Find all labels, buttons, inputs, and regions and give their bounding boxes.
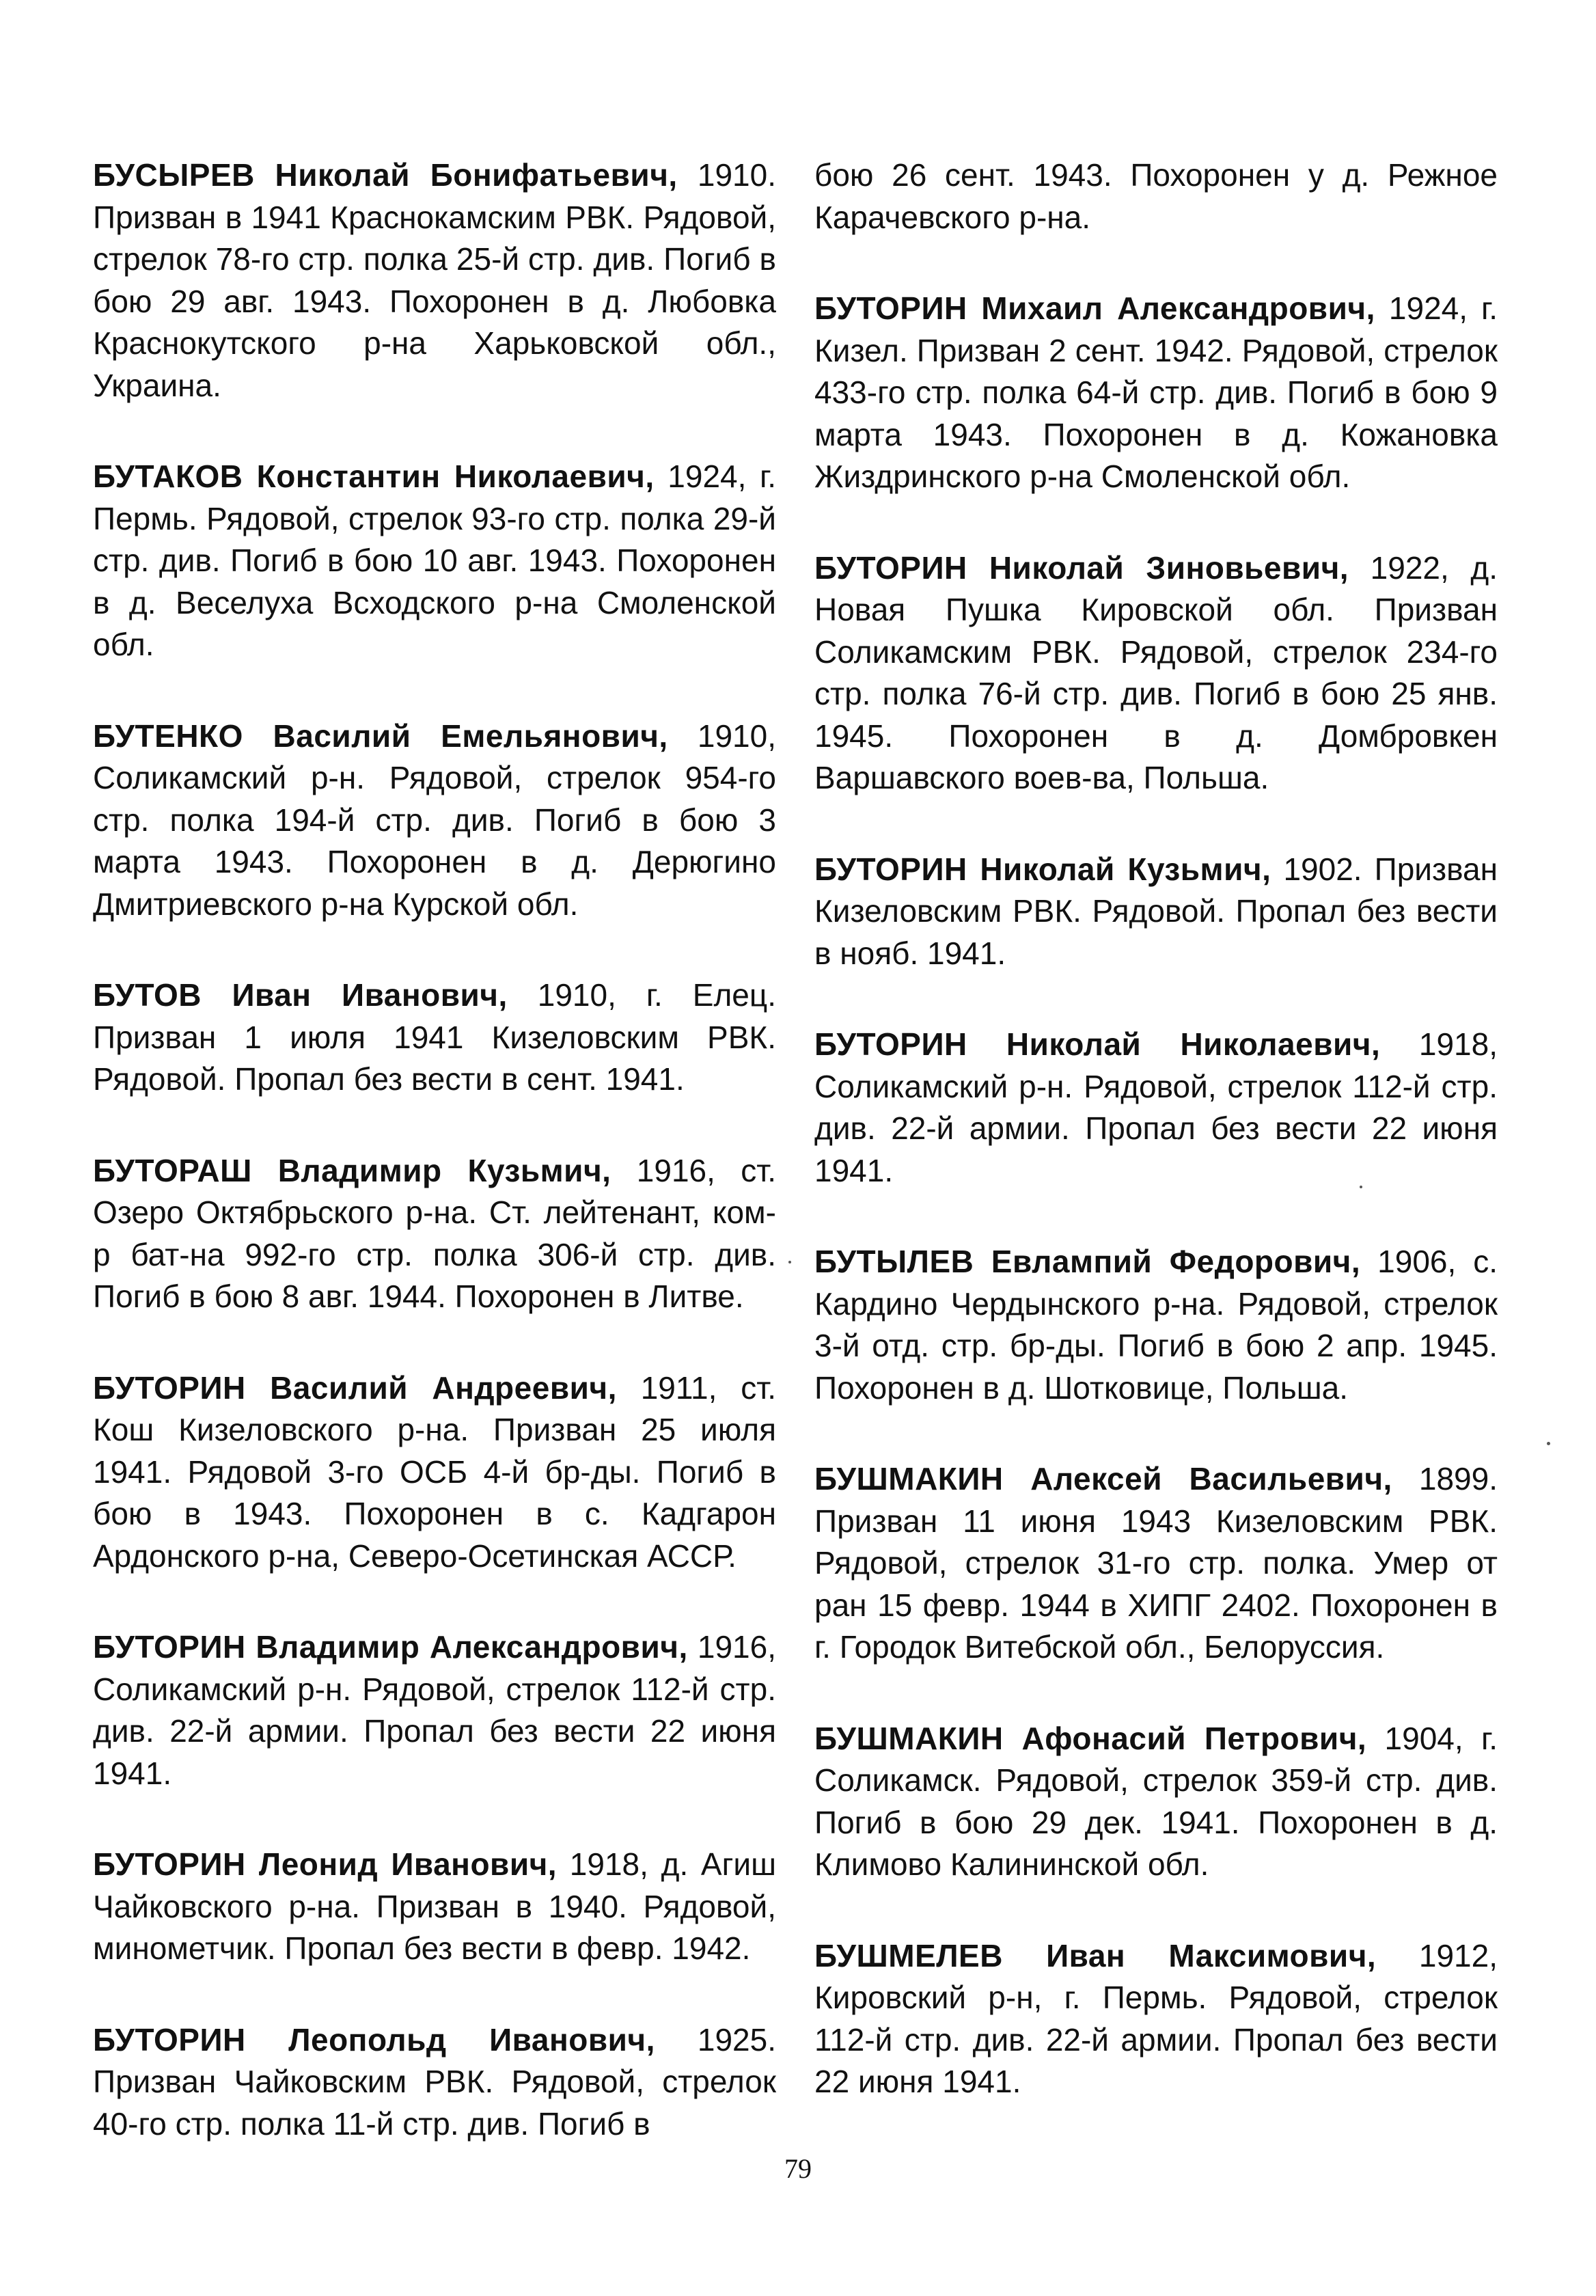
right-column-entry bbox=[814, 1718, 1498, 1886]
entry-text: 1910, г. Елец. Призван 1 июля 1941 Кизеловским РВК. Рядовой. Пропал без вести в сент. 1941. bbox=[93, 977, 776, 1097]
entry-text: 1924, г. Кизел. Призван 2 сент. 1942. Рядовой, стрелок 433-го стр. полка 64-й стр. див. Погиб в бою 9 марта 1943. Похоронен в д. Кожановка Жиздринского р-на Смоленской обл. bbox=[814, 290, 1498, 494]
left-column-entry bbox=[93, 1626, 776, 1794]
entry-name: БУТОРИН Леонид Иванович, bbox=[93, 1846, 558, 1882]
entry-name: БУШМАКИН Алексей Васильевич, bbox=[814, 1461, 1392, 1496]
left-column-entry bbox=[93, 1367, 776, 1578]
entry-text: 1925. Призван Чайковским РВК. Рядовой, стрелок 40-го стр. полка 11-й стр. див. Погиб в bbox=[93, 2021, 776, 2142]
right-column-entry bbox=[814, 849, 1498, 975]
right-column-entry bbox=[814, 1458, 1498, 1669]
entry-name: БУТОРИН Николай Кузьмич, bbox=[814, 851, 1271, 887]
entry-name: БУШМЕЛЕВ Иван Максимович, bbox=[814, 1937, 1377, 1973]
page-number: 79 bbox=[784, 2153, 812, 2184]
entry-text: 1922, д. Новая Пушка Кировской обл. Призван Соликамским РВК. Рядовой, стрелок 234-го стр. полка 76-й стр. див. Погиб в бою 25 янв. 1945. Похоронен в д. Домбровкен Варшавского воев-ва, Польша. bbox=[814, 549, 1498, 795]
entry-text: 1906, с. Кардино Чердынского р-на. Рядовой, стрелок 3-й отд. стр. бр-ды. Погиб в бою 2 апр. 1945. Похоронен в д. Шотковице, Польша. bbox=[814, 1244, 1498, 1406]
scan-speck bbox=[1547, 1442, 1550, 1445]
right-column-entry bbox=[814, 154, 1498, 238]
entry-text: 1912, Кировский р-н, г. Пермь. Рядовой, стрелок 112-й стр. див. 22-й армии. Пропал без вести 22 июня 1941. bbox=[814, 1937, 1498, 2099]
scan-speck bbox=[788, 1261, 791, 1263]
left-column-entry bbox=[93, 715, 776, 926]
entry-text: 1924, г. Пермь. Рядовой, стрелок 93-го стр. полка 29-й стр. див. Погиб в бою 10 авг. 1943. Похоронен в д. Веселуха Всходского р-на Смоленской обл. bbox=[93, 459, 776, 662]
entry-name: БУТАКОВ Константин Николаевич, bbox=[93, 459, 655, 494]
left-column-entry bbox=[93, 154, 776, 407]
entry-text: 1910. Призван в 1941 Краснокамским РВК. Рядовой, стрелок 78-го стр. полка 25-й стр. див. Погиб в бою 29 авг. 1943. Похоронен в д. Любовка Краснокутского р-на Харьковской обл., Украина. bbox=[93, 157, 776, 403]
right-column-entry bbox=[814, 1935, 1498, 2103]
right-column-entry bbox=[814, 1024, 1498, 1192]
entry-name: БУТОРИН Михаил Александрович, bbox=[814, 290, 1375, 326]
left-column-entry bbox=[93, 1844, 776, 1970]
entry-text: 1899. Призван 11 июня 1943 Кизеловским РВК. Рядовой, стрелок 31-го стр. полка. Умер от ран 15 февр. 1944 в ХИПГ 2402. Похоронен в г. Городок Витебской обл., Белоруссия. bbox=[814, 1461, 1498, 1665]
scan-speck bbox=[1360, 1186, 1362, 1188]
entry-text: бою 26 сент. 1943. Похоронен у д. Режное Карачевского р-на. bbox=[814, 157, 1498, 235]
entry-name: БУТОРИН Василий Андреевич, bbox=[93, 1369, 617, 1406]
right-column bbox=[814, 154, 1498, 2152]
entry-name: БУТЕНКО Василий Емельянович, bbox=[93, 718, 668, 754]
entry-text: 1918, Соликамский р-н. Рядовой, стрелок 112-й стр. див. 22-й армии. Пропал без вести 22 июня 1941. bbox=[814, 1026, 1498, 1188]
left-column-entry bbox=[93, 2019, 776, 2146]
entry-text: 1918, д. Агиш Чайковского р-на. Призван в 1940. Рядовой, минометчик. Пропал без вести в февр. 1942. bbox=[93, 1846, 776, 1966]
entry-name: БУТОРАШ Владимир Кузьмич, bbox=[93, 1152, 611, 1188]
entry-text: 1904, г. Соликамск. Рядовой, стрелок 359-й стр. див. Погиб в бою 29 дек. 1941. Похоронен в д. Климово Калининской обл. bbox=[814, 1720, 1498, 1882]
right-column-entry bbox=[814, 288, 1498, 498]
entry-text: 1916, Соликамский р-н. Рядовой, стрелок 112-й стр. див. 22-й армии. Пропал без вести 22 июня 1941. bbox=[93, 1629, 776, 1791]
entry-text: 1910, Соликамский р-н. Рядовой, стрелок 954-го стр. полка 194-й стр. див. Погиб в бою 3 марта 1943. Похоронен в д. Дерюгино Дмитриевского р-на Курской обл. bbox=[93, 718, 776, 922]
entry-name: БУТОРИН Владимир Александрович, bbox=[93, 1629, 688, 1665]
entry-text: 1916, ст. Озеро Октябрьского р-на. Ст. лейтенант, ком-р бат-на 992-го стр. полка 306-й стр. див. Погиб в бою 8 авг. 1944. Похоронен в Литве. bbox=[93, 1152, 776, 1314]
entry-name: БУШМАКИН Афонасий Петрович, bbox=[814, 1720, 1367, 1756]
entry-name: БУТОРИН Леопольд Иванович, bbox=[93, 2021, 655, 2058]
left-column-entry bbox=[93, 1150, 776, 1318]
left-column-entry bbox=[93, 456, 776, 666]
entry-name: БУТЫЛЕВ Евлампий Федорович, bbox=[814, 1244, 1361, 1279]
entry-name: БУТОВ Иван Иванович, bbox=[93, 977, 508, 1013]
entry-name: БУСЫРЕВ Николай Бонифатьевич, bbox=[93, 157, 678, 193]
left-column-entry bbox=[93, 974, 776, 1101]
right-column-entry bbox=[814, 1241, 1498, 1409]
entry-name: БУТОРИН Николай Николаевич, bbox=[814, 1026, 1381, 1062]
right-column-entry bbox=[814, 547, 1498, 800]
entry-text: 1911, ст. Кош Кизеловского р-на. Призван 25 июля 1941. Рядовой 3-го ОСБ 4-й бр-ды. Погиб в бою в 1943. Похоронен в с. Кадгарон Ардонского р-на, Северо-Осетинская АССР. bbox=[93, 1369, 777, 1574]
entry-name: БУТОРИН Николай Зиновьевич, bbox=[814, 549, 1349, 586]
left-column bbox=[93, 154, 776, 2194]
entry-text: 1902. Призван Кизеловским РВК. Рядовой. Пропал без вести в нояб. 1941. bbox=[814, 851, 1498, 971]
